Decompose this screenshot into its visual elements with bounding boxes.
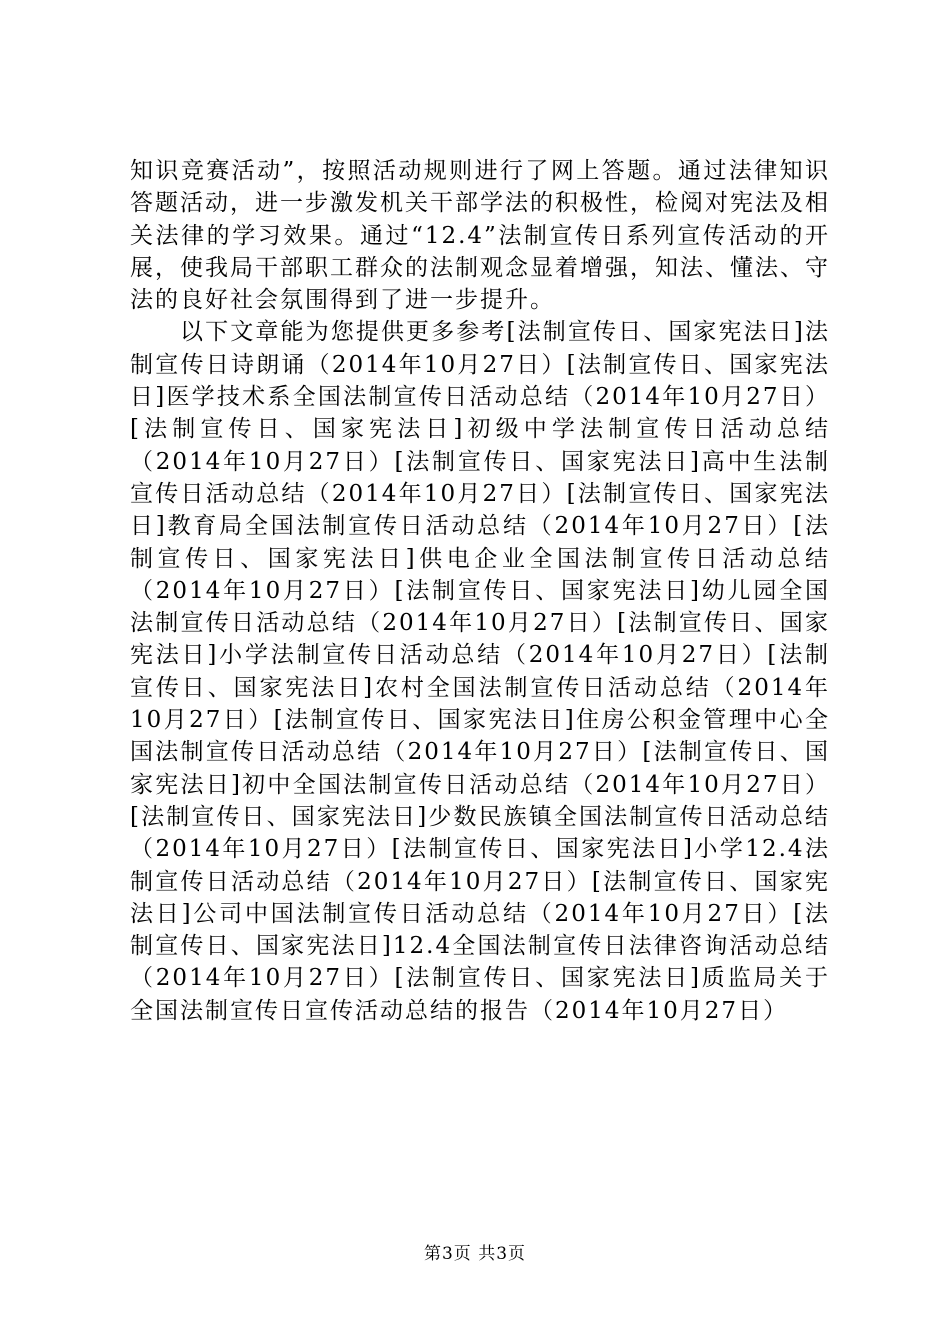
- paragraph-activity-summary: 知识竞赛活动”，按照活动规则进行了网上答题。通过法律知识答题活动，进一步激发机关干部学法的积极性，检阅对宪法及相关法律的学习效果。通过“12.4”法制宣传日系列宣传活动的开展，使我局干部职工群众的法制观念显着增强，知法、懂法、守法的良好社会氛围得到了进一步提升。: [130, 158, 830, 314]
- paragraph-related-articles: 以下文章能为您提供更多参考[法制宣传日、国家宪法日]法制宣传日诗朗诵（2014年10月27日）[法制宣传日、国家宪法日]医学技术系全国法制宣传日活动总结（2014年10月27日）[法制宣传日、国家宪法日]初级中学法制宣传日活动总结（2014年10月27日）[法制宣传日、国家宪法日]高中生法制宣传日活动总结（2014年10月27日）[法制宣传日、国家宪法日]教育局全国法制宣传日活动总结（2014年10月27日）[法制宣传日、国家宪法日]供电企业全国法制宣传日活动总结（2014年10月27日）[法制宣传日、国家宪法日]幼儿园全国法制宣传日活动总结（2014年10月27日）[法制宣传日、国家宪法日]小学法制宣传日活动总结（2014年10月27日）[法制宣传日、国家宪法日]农村全国法制宣传日活动总结（2014年10月27日）[法制宣传日、国家宪法日]住房公积金管理中心全国法制宣传日活动总结（2014年10月27日）[法制宣传日、国家宪法日]初中全国法制宣传日活动总结（2014年10月27日）[法制宣传日、国家宪法日]少数民族镇全国法制宣传日活动总结（2014年10月27日）[法制宣传日、国家宪法日]小学12.4法制宣传日活动总结（2014年10月27日）[法制宣传日、国家宪法日]公司中国法制宣传日活动总结（2014年10月27日）[法制宣传日、国家宪法日]12.4全国法制宣传日法律咨询活动总结（2014年10月27日）[法制宣传日、国家宪法日]质监局关于全国法制宣传日宣传活动总结的报告（2014年10月27日）: [130, 319, 830, 1024]
- document-body: [130, 155, 830, 1027]
- page-footer: 第3页 共3页: [423, 1244, 527, 1264]
